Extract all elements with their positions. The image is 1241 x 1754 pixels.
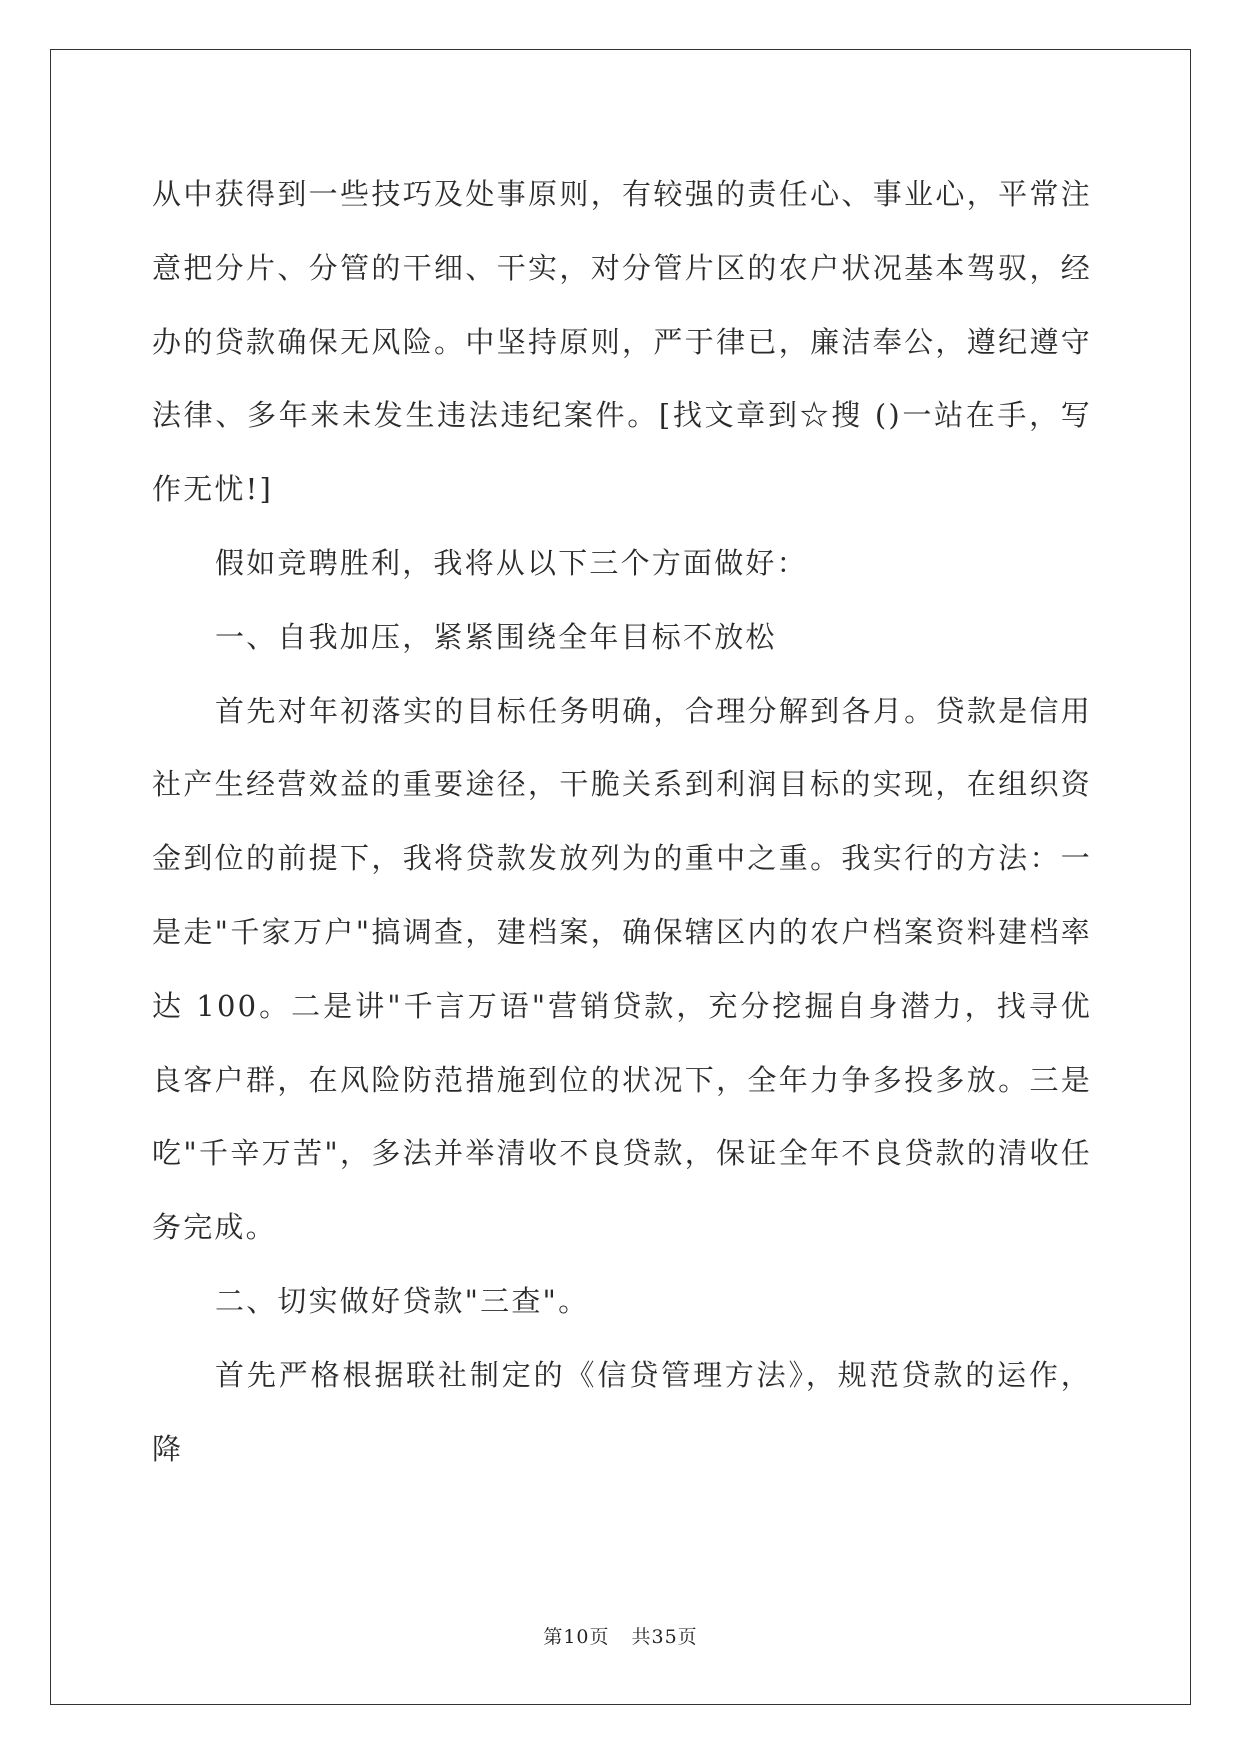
- paragraph-4: 首先严格根据联社制定的《信贷管理方法》，规范贷款的运作，降: [152, 1357, 1092, 1466]
- section-heading-2: 二、切实做好贷款"三查"。: [215, 1283, 590, 1318]
- page-footer: [0, 1622, 1241, 1649]
- current-page-number: 第10页: [543, 1626, 610, 1648]
- paragraph-3: 首先对年初落实的目标任务明确，合理分解到各月。贷款是信用社产生经营效益的重要途径，干脆关系到利润目标的实现，在组织资金到位的前提下，我将贷款发放列为的重中之重。我实行的方法：一是走"千家万户"搞调查，建档案，确保辖区内的农户档案资料建档率达 100。二是讲"千言万语"营销贷款，充分挖掘自身潜力，找寻优良客户群，在风险防范措施到位的状况下，全年力争多投多放。三是吃"千辛万苦"，多法并举清收不良贷款，保证全年不良贷款的清收任务完成。: [152, 693, 1092, 1245]
- section-heading-1: 一、自我加压，紧紧围绕全年目标不放松: [215, 619, 777, 654]
- document-body: [152, 158, 1092, 1486]
- paragraph-2: 假如竞聘胜利，我将从以下三个方面做好：: [215, 545, 808, 580]
- paragraph-1: 从中获得到一些技巧及处事原则，有较强的责任心、事业心，平常注意把分片、分管的干细、干实，对分管片区的农户状况基本驾驭，经办的贷款确保无风险。中坚持原则，严于律已，廉洁奉公，遵纪遵守法律、多年来未发生违法违纪案件。[找文章到☆搜 ()一站在手，写作无忧!]: [152, 177, 1092, 507]
- total-page-count: 共35页: [631, 1626, 698, 1648]
